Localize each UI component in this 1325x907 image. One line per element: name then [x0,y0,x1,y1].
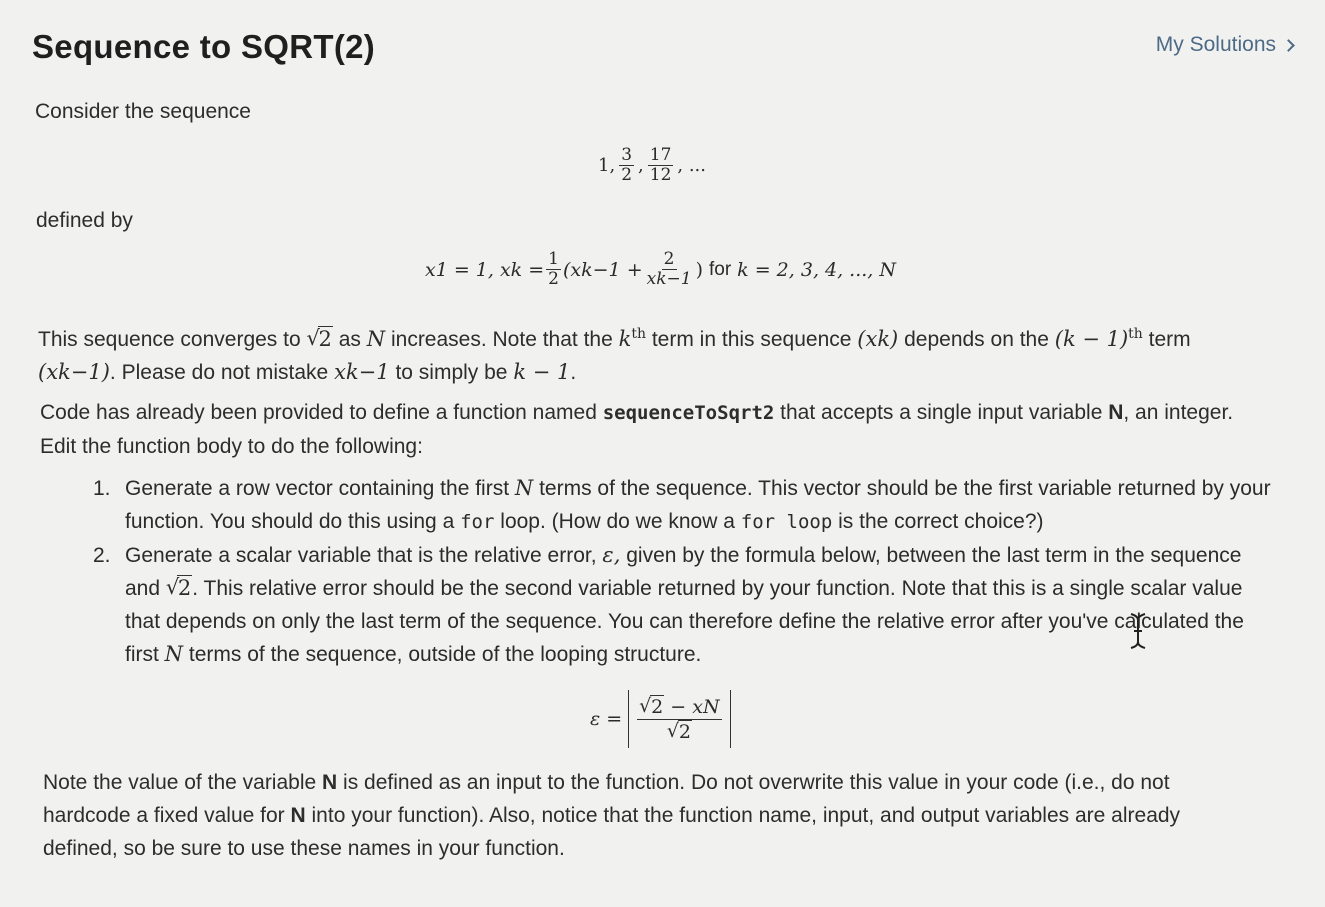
text: into your function). Also, notice that the function name, input, and output variables are already defined, so be sure to use these names in your function. [43,804,1181,860]
text: term [1148,328,1191,351]
seq-fraction-1 [619,146,634,185]
math-xkm1: (xk−1) [38,360,110,384]
text: Code has already been provided to define a function named [40,401,597,424]
page-title: Sequence to SQRT(2) [32,28,376,65]
text: that accepts a single input variable [780,401,1103,424]
sup-th: th [631,326,646,342]
recur-lhs: x1 = 1, xk = [425,258,545,281]
recur-close: ) [695,258,703,281]
frac-den: 2 [548,269,559,289]
math-epsilon: ε, [602,543,621,567]
text: , an integer. Edit the function body to do the following: [40,401,1234,458]
text: Generate a scalar variable that is the relative error, [125,544,597,567]
math-km1: (k − 1) [1054,327,1129,351]
sequence-display [598,146,706,185]
text-cursor-icon [1128,612,1148,650]
frac-num: 2 [663,249,675,269]
text: terms of the sequence, outside of the looping structure. [188,643,702,666]
var-N: N [290,804,306,827]
abs-bars [628,690,730,748]
code-for: for [460,511,495,533]
recur-half [546,250,561,289]
text: loop. (How do we know a [500,510,735,533]
text: Note the value of the variable [43,771,317,794]
text: is defined as an input to the function. Do not overwrite this value in your code (i.e., do not hardcode a fixed value for [43,771,1170,827]
seq-fraction-2 [648,146,674,185]
math-N: N [514,476,534,500]
recurrence-formula [425,250,896,289]
seq-tail: , ... [677,155,706,176]
recur-range: k = 2, 3, 4, ..., N [737,258,897,281]
text: . [570,361,577,384]
frac-num: 17 [649,145,672,165]
text: increases. Note that the [390,328,613,351]
math-k: k [618,327,632,351]
code-paragraph [40,396,1240,463]
frac-den: 12 [649,165,672,185]
math-xkm1: xk−1 [334,360,390,384]
intro-defined-by: defined by [36,209,133,232]
chevron-right-icon [1282,39,1295,52]
sqrt-expression [307,323,333,356]
sqrt-arg: 2 [651,695,664,718]
sup-th: th [1128,326,1143,342]
seq-sep: , [638,155,644,176]
my-solutions-link[interactable] [1156,33,1293,57]
frac-den: xk−1 [646,269,692,289]
var-N: N [322,771,338,794]
code-for-loop: for loop [740,511,833,533]
recur-frac [645,250,694,289]
var-N: N [1108,401,1124,424]
sqrt-arg: 2 [678,720,691,743]
text: given by the formula below, between the last term in the sequence and [125,544,1242,600]
sqrt-expression [667,720,692,744]
intro-consider: Consider the sequence [35,100,251,123]
math-xk: (xk) [857,327,899,351]
math-N: N [366,327,386,351]
err-fraction [637,695,721,744]
list-number: 2. [93,544,111,567]
err-numerator [637,695,721,720]
text: . Please do not mistake [109,361,329,384]
text: as [338,328,361,351]
my-solutions-label[interactable]: My Solutions [1155,33,1276,56]
steps-list [93,472,1273,671]
text: is the correct choice?) [838,510,1044,533]
note-paragraph [43,766,1243,865]
seq-first: 1, [598,155,616,176]
sqrt-arg: 2 [318,327,332,351]
text: Generate a row vector containing the first [125,477,510,500]
sqrt-arg: 2 [177,576,192,600]
sqrt-expression [639,695,664,719]
text: terms of the sequence. This vector should be the first variable returned by your function. You should do this using a [125,477,1271,533]
recur-for: for [708,258,732,280]
frac-den: 2 [621,165,633,185]
error-formula [590,690,731,748]
err-denominator [665,720,694,744]
frac-num: 3 [621,145,633,165]
text: term in this sequence [651,328,852,351]
list-number: 1. [93,477,111,500]
converge-paragraph [38,318,1268,389]
function-name: sequenceToSqrt2 [602,402,775,424]
math-km1: k − 1 [513,360,571,384]
math-N: N [164,642,184,666]
sqrt-expression [166,572,192,605]
text: This sequence converges to [38,328,301,351]
frac-num: 1 [548,249,559,269]
text: depends on the [904,328,1049,351]
err-lhs: ε = [590,708,623,730]
list-item [93,539,1273,671]
text: . This relative error should be the second variable returned by your function. Note that this is a single scalar value that depends on only the last term of the sequence. You can therefore define the relative error after you've calculated the first [125,577,1244,666]
list-text [125,539,1273,671]
list-text [125,472,1273,539]
text: to simply be [395,361,508,384]
list-item [93,472,1273,539]
recur-open: (xk−1 + [563,258,643,281]
err-num-rest: − xN [664,695,720,718]
